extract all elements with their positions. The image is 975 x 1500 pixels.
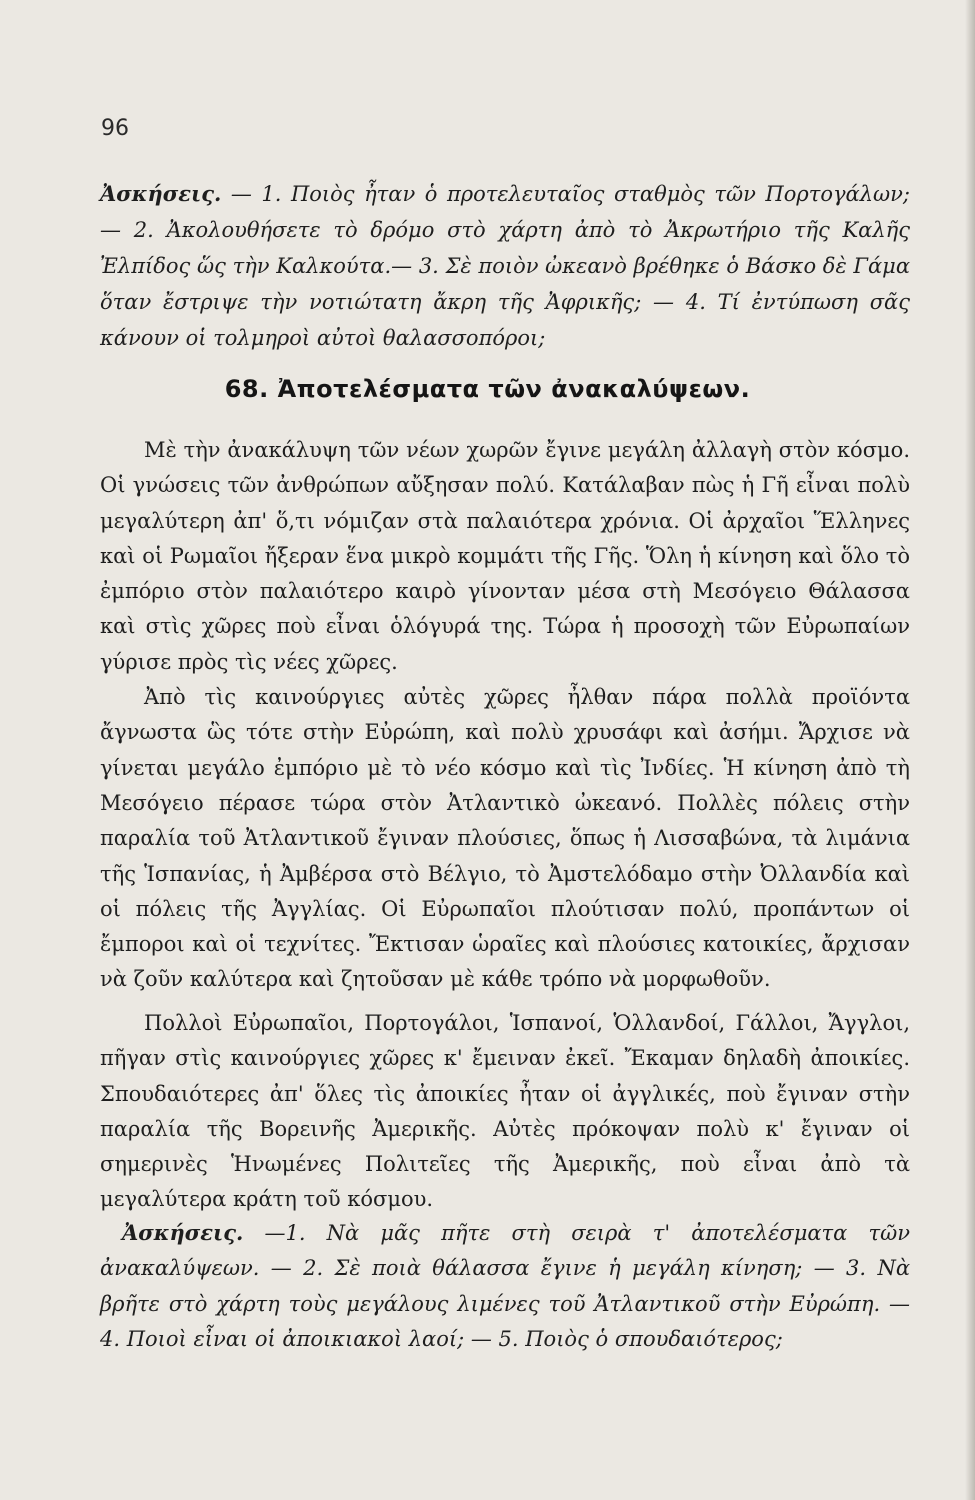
body-text-continued: [100, 1006, 910, 1218]
exercises-top: [100, 176, 910, 356]
exercises-bottom-lead: Ἀσκήσεις.: [122, 1220, 244, 1245]
exercises-top-lead: Ἀσκήσεις.: [100, 181, 222, 206]
page-number: 96: [101, 116, 129, 141]
paragraph-3: Πολλοὶ Εὐρωπαῖοι, Πορτογάλοι, Ἱσπανοί, Ὁλλανδοί, Γάλλοι, Ἄγγλοι, πῆγαν στὶς καινούργιες χῶρες κ' ἔμειναν ἐκεῖ. Ἔκαμαν δηλαδὴ ἀποικίες. Σπουδαιότερες ἀπ' ὅλες τὶς ἀποικίες ἦταν οἱ ἀγγλικές, ποὺ ἔγιναν στὴν παραλία τῆς Βορεινῆς Ἀμερικῆς. Αὐτὲς πρόκοψαν πολὺ κ' ἔγιναν οἱ σημερινὲς Ἡνωμένες Πολιτεῖες τῆς Ἀμερικῆς, ποὺ εἶναι ἀπὸ τὰ μεγαλύτερα κράτη τοῦ κόσμου.: [100, 1011, 910, 1212]
exercises-bottom-text: —1. Νὰ μᾶς πῆτε στὴ σειρὰ τ' ἀποτελέσματα τῶν ἀνακαλύψεων. — 2. Σὲ ποιὰ θάλασσα ἔγινε ἡ μεγάλη κίνηση; — 3. Νὰ βρῆτε στὸ χάρτη τοὺς μεγάλους λιμένες τοῦ Ἀτλαντικοῦ στὴν Εὐρώπη. — 4. Ποιοὶ εἶναι οἱ ἀποικιακοὶ λαοί; — 5. Ποιὸς ὁ σπουδαιότερος;: [100, 1221, 910, 1351]
body-text: [100, 433, 910, 998]
exercises-top-text: — 1. Ποιὸς ἦταν ὁ προτελευταῖος σταθμὸς τῶν Πορτογάλων; — 2. Ἀκολουθήσετε τὸ δρόμο στὸ χάρτη ἀπὸ τὸ Ἀκρωτήριο τῆς Καλῆς Ἐλπίδος ὥς τὴν Καλκούτα.— 3. Σὲ ποιὸν ὠκεανὸ βρέθηκε ὁ Βάσκο δὲ Γάμα ὅταν ἔστριψε τὴν νοτιώτατη ἄκρη τῆς Ἀφρικῆς; — 4. Τί ἐντύπωση σᾶς κάνουν οἱ τολμηροὶ αὐτοὶ θαλασσοπόροι;: [100, 182, 910, 350]
exercises-bottom: [100, 1215, 910, 1357]
paragraph-2: Ἀπὸ τὶς καινούργιες αὐτὲς χῶρες ἦλθαν πάρα πολλὰ προϊόντα ἄγνωστα ὣς τότε στὴν Εὐρώπη, καὶ πολὺ χρυσάφι καὶ ἀσήμι. Ἄρχισε νὰ γίνεται μεγάλο ἐμπόριο μὲ τὸ νέο κόσμο καὶ τὶς Ἰνδίες. Ἡ κίνηση ἀπὸ τὴ Μεσόγειο πέρασε τώρα στὸν Ἀτλαντικὸ ὠκεανό. Πολλὲς πόλεις στὴν παραλία τοῦ Ἀτλαντικοῦ ἔγιναν πλούσιες, ὅπως ἡ Λισσαβώνα, τὰ λιμάνια τῆς Ἱσπανίας, ἡ Ἀμβέρσα στὸ Βέλγιο, τὸ Ἀμστελόδαμο στὴν Ὀλλανδία καὶ οἱ πόλεις τῆς Ἀγγλίας. Οἱ Εὐρωπαῖοι πλούτισαν πολύ, προπάντων οἱ ἔμποροι καὶ οἱ τεχνίτες. Ἔκτισαν ὡραῖες καὶ πλούσιες κατοικίες, ἄρχισαν νὰ ζοῦν καλύτερα καὶ ζητοῦσαν μὲ κάθε τρόπο νὰ μορφωθοῦν.: [100, 685, 910, 992]
section-heading: 68. Ἀποτελέσματα τῶν ἀνακαλύψεων.: [224, 375, 751, 403]
page-edge-shadow: [965, 0, 975, 1500]
paragraph-1: Μὲ τὴν ἀνακάλυψη τῶν νέων χωρῶν ἔγινε μεγάλη ἀλλαγὴ στὸν κόσμο. Οἱ γνώσεις τῶν ἀνθρώπων αὔξησαν πολύ. Κατάλαβαν πὼς ἡ Γῆ εἶναι πολὺ μεγαλύτερη ἀπ' ὅ,τι νόμιζαν στὰ παλαιότερα χρόνια. Οἱ ἀρχαῖοι Ἕλληνες καὶ οἱ Ρωμαῖοι ἤξεραν ἕνα μικρὸ κομμάτι τῆς Γῆς. Ὅλη ἡ κίνηση καὶ ὅλο τὸ ἐμπόριο στὸν παλαιότερο καιρὸ γίνονταν μέσα στὴ Μεσόγειο Θάλασσα καὶ στὶς χῶρες ποὺ εἶναι ὁλόγυρά της. Τώρα ἡ προσοχὴ τῶν Εὐρωπαίων γύρισε πρὸς τὶς νέες χῶρες.: [100, 438, 910, 674]
